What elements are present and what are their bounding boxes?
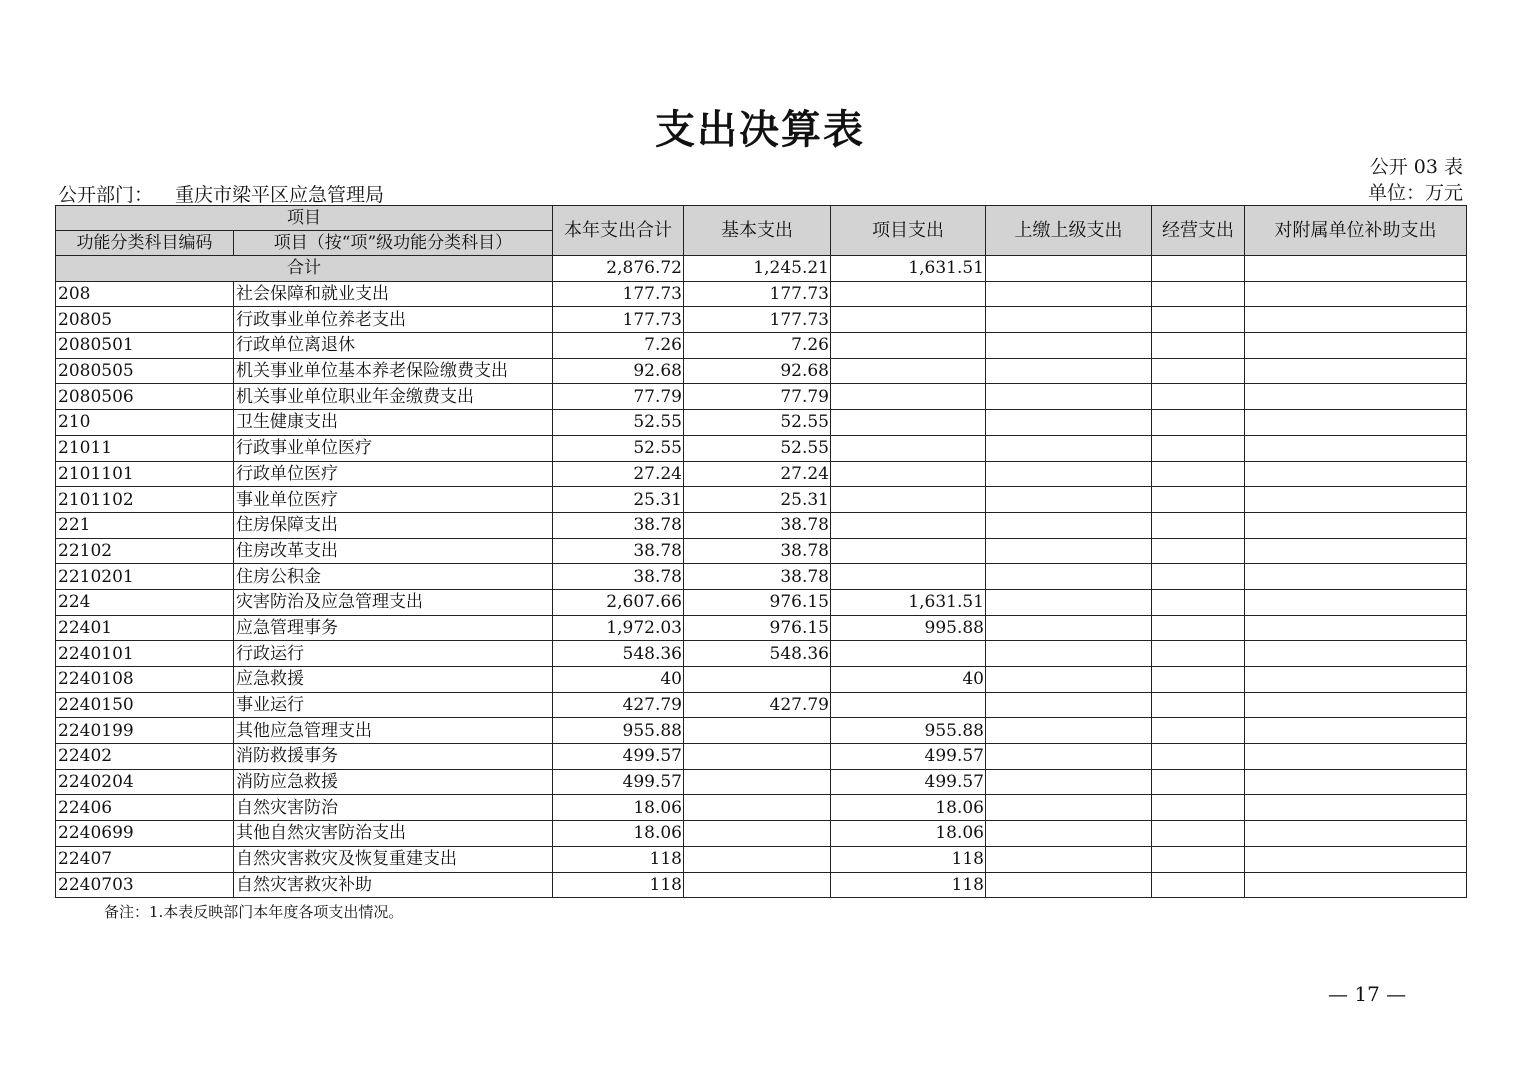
row-value [986,538,1152,564]
row-name: 消防应急救援 [234,769,553,795]
row-value [986,358,1152,384]
row-value [1152,769,1245,795]
row-code: 210 [56,410,234,436]
row-name: 机关事业单位基本养老保险缴费支出 [234,358,553,384]
row-value [986,564,1152,590]
header-col-basic: 基本支出 [684,206,831,256]
row-value [831,333,986,359]
row-value [1152,821,1245,847]
row-name: 事业运行 [234,692,553,718]
table-row [56,744,1467,770]
row-value [831,487,986,513]
row-value [831,692,986,718]
header-col-business: 经营支出 [1152,206,1245,256]
row-value: 7.26 [684,333,831,359]
table-row [56,846,1467,872]
row-value: 40 [553,667,684,693]
row-value: 27.24 [684,461,831,487]
row-value: 18.06 [831,795,986,821]
row-code: 2240204 [56,769,234,795]
department-line [58,180,384,207]
row-value [1152,615,1245,641]
row-code: 22102 [56,538,234,564]
row-value: 1,972.03 [553,615,684,641]
row-value [684,718,831,744]
table-row [56,641,1467,667]
row-value [986,718,1152,744]
row-value: 52.55 [684,435,831,461]
row-value [1245,718,1467,744]
table-row [56,564,1467,590]
row-value: 499.57 [553,744,684,770]
row-name: 机关事业单位职业年金缴费支出 [234,384,553,410]
row-value [684,744,831,770]
total-label: 合计 [56,256,553,282]
row-value: 92.68 [553,358,684,384]
row-value [1152,846,1245,872]
row-value [1245,435,1467,461]
page-title: 支出决算表 [655,107,865,153]
row-name: 行政单位医疗 [234,461,553,487]
row-value: 177.73 [553,281,684,307]
row-value [684,872,831,898]
row-value: 77.79 [684,384,831,410]
table-row [56,435,1467,461]
row-value: 18.06 [553,795,684,821]
row-value: 118 [553,846,684,872]
row-value [1152,744,1245,770]
row-code: 2101101 [56,461,234,487]
row-value [1245,846,1467,872]
row-value [1245,692,1467,718]
row-value: 52.55 [684,410,831,436]
row-value [1245,384,1467,410]
header-item: 项目 [56,206,553,231]
row-code: 2240150 [56,692,234,718]
row-value: 1,631.51 [831,589,986,615]
row-code: 2240199 [56,718,234,744]
row-value: 976.15 [684,589,831,615]
table-row [56,461,1467,487]
row-value: 118 [831,846,986,872]
row-value [986,281,1152,307]
row-value [831,512,986,538]
row-value [1152,307,1245,333]
row-name: 住房保障支出 [234,512,553,538]
row-value: 177.73 [684,307,831,333]
row-value [986,846,1152,872]
row-value [1245,667,1467,693]
row-value: 7.26 [553,333,684,359]
row-value: 499.57 [831,769,986,795]
total-row [56,256,1467,282]
row-code: 2240101 [56,641,234,667]
row-value [1152,641,1245,667]
row-code: 21011 [56,435,234,461]
row-value [986,461,1152,487]
row-value [986,487,1152,513]
row-value: 92.68 [684,358,831,384]
row-value [831,564,986,590]
row-value [1245,872,1467,898]
row-value [1152,281,1245,307]
row-value [986,435,1152,461]
table-row [56,307,1467,333]
row-value [1152,435,1245,461]
row-code: 22401 [56,615,234,641]
row-value: 52.55 [553,435,684,461]
row-value [1245,795,1467,821]
row-value [1245,769,1467,795]
row-value: 38.78 [684,564,831,590]
row-code: 2080505 [56,358,234,384]
row-value: 38.78 [553,538,684,564]
row-value [684,795,831,821]
row-value: 40 [831,667,986,693]
row-value [1152,718,1245,744]
row-name: 住房公积金 [234,564,553,590]
row-value [831,461,986,487]
department-label: 公开部门： [58,184,154,206]
row-value [831,435,986,461]
total-cell: 1,631.51 [831,256,986,282]
row-value: 77.79 [553,384,684,410]
row-value [1152,333,1245,359]
row-value [1245,564,1467,590]
row-value [1152,538,1245,564]
page-number: — 17 — [1328,982,1407,1006]
row-value [684,846,831,872]
row-name: 行政单位离退休 [234,333,553,359]
row-value [1245,744,1467,770]
table-row [56,410,1467,436]
row-value [1245,281,1467,307]
row-value: 18.06 [831,821,986,847]
row-value [831,410,986,436]
row-value [986,384,1152,410]
table-row [56,512,1467,538]
row-value [1152,512,1245,538]
row-value [986,641,1152,667]
row-value [684,821,831,847]
row-value: 38.78 [553,512,684,538]
row-value [1152,487,1245,513]
table-row [56,795,1467,821]
row-value [1152,564,1245,590]
row-value: 27.24 [553,461,684,487]
table-row [56,281,1467,307]
row-value [1245,589,1467,615]
row-value: 499.57 [553,769,684,795]
header-col-subsidy: 对附属单位补助支出 [1245,206,1467,256]
row-value: 177.73 [684,281,831,307]
row-value [1152,589,1245,615]
row-value [684,667,831,693]
row-name: 消防救援事务 [234,744,553,770]
row-value [1245,487,1467,513]
row-value [1245,641,1467,667]
row-name: 应急管理事务 [234,615,553,641]
row-code: 22402 [56,744,234,770]
row-value [1245,538,1467,564]
total-cell [986,256,1152,282]
row-value: 18.06 [553,821,684,847]
row-value: 38.78 [684,538,831,564]
header-name: 项目（按“项”级功能分类科目） [234,231,553,256]
table-row [56,667,1467,693]
row-value: 955.88 [831,718,986,744]
row-value [986,615,1152,641]
expenditure-table [55,205,1467,898]
table-row [56,872,1467,898]
row-code: 221 [56,512,234,538]
table-row [56,589,1467,615]
table-row [56,538,1467,564]
table-row [56,821,1467,847]
table-row [56,358,1467,384]
total-cell: 1,245.21 [684,256,831,282]
row-value [986,667,1152,693]
row-name: 行政运行 [234,641,553,667]
row-code: 22406 [56,795,234,821]
row-value [986,872,1152,898]
row-code: 2080501 [56,333,234,359]
table-row [56,769,1467,795]
row-code: 22407 [56,846,234,872]
row-value [1152,872,1245,898]
total-cell [1152,256,1245,282]
row-code: 20805 [56,307,234,333]
row-value: 52.55 [553,410,684,436]
row-name: 自然灾害救灾及恢复重建支出 [234,846,553,872]
row-value [831,384,986,410]
row-name: 应急救援 [234,667,553,693]
row-value: 38.78 [684,512,831,538]
row-value: 427.79 [553,692,684,718]
row-value [986,333,1152,359]
row-value [986,692,1152,718]
table-row [56,487,1467,513]
row-value [986,410,1152,436]
row-value: 976.15 [684,615,831,641]
row-value [1152,667,1245,693]
row-value [986,744,1152,770]
row-name: 行政事业单位养老支出 [234,307,553,333]
row-name: 自然灾害防治 [234,795,553,821]
row-value [1152,410,1245,436]
row-value: 177.73 [553,307,684,333]
row-code: 2240699 [56,821,234,847]
row-value: 118 [831,872,986,898]
row-value [831,538,986,564]
form-number: 公开 03 表 [1369,156,1463,178]
header-code: 功能分类科目编码 [56,231,234,256]
row-value: 995.88 [831,615,986,641]
row-value [986,769,1152,795]
row-code: 224 [56,589,234,615]
row-value [1152,692,1245,718]
row-value [1245,821,1467,847]
row-value [1245,410,1467,436]
table-row [56,615,1467,641]
row-value: 499.57 [831,744,986,770]
row-value: 548.36 [684,641,831,667]
row-name: 灾害防治及应急管理支出 [234,589,553,615]
row-name: 自然灾害救灾补助 [234,872,553,898]
row-name: 住房改革支出 [234,538,553,564]
row-value [1245,512,1467,538]
row-value [1152,461,1245,487]
row-value: 118 [553,872,684,898]
row-value: 25.31 [684,487,831,513]
row-code: 208 [56,281,234,307]
row-name: 卫生健康支出 [234,410,553,436]
row-value [831,641,986,667]
row-value: 2,607.66 [553,589,684,615]
table-row [56,718,1467,744]
row-name: 事业单位医疗 [234,487,553,513]
row-value [986,821,1152,847]
row-value [831,281,986,307]
total-cell: 2,876.72 [553,256,684,282]
total-cell [1245,256,1467,282]
row-code: 2210201 [56,564,234,590]
header-col-total: 本年支出合计 [553,206,684,256]
header-col-project: 项目支出 [831,206,986,256]
row-code: 2101102 [56,487,234,513]
row-code: 2240703 [56,872,234,898]
row-value: 548.36 [553,641,684,667]
department-name: 重庆市梁平区应急管理局 [175,184,385,206]
row-value: 25.31 [553,487,684,513]
row-name: 其他应急管理支出 [234,718,553,744]
row-name: 行政事业单位医疗 [234,435,553,461]
table-row [56,333,1467,359]
row-value [831,307,986,333]
row-value [986,307,1152,333]
row-value [1245,461,1467,487]
footnote: 备注：1.本表反映部门本年度各项支出情况。 [104,903,404,921]
row-value [1245,307,1467,333]
row-name: 其他自然灾害防治支出 [234,821,553,847]
unit-label: 单位：万元 [1367,182,1463,204]
row-value [831,358,986,384]
row-value [684,769,831,795]
table-row [56,692,1467,718]
row-code: 2080506 [56,384,234,410]
header-col-upper: 上缴上级支出 [986,206,1152,256]
row-value [986,589,1152,615]
row-name: 社会保障和就业支出 [234,281,553,307]
row-value [986,512,1152,538]
row-value [1245,358,1467,384]
row-value [1245,333,1467,359]
table-row [56,384,1467,410]
row-code: 2240108 [56,667,234,693]
row-value [1152,384,1245,410]
row-value: 955.88 [553,718,684,744]
row-value [1152,795,1245,821]
row-value [1245,615,1467,641]
row-value [1152,358,1245,384]
row-value: 427.79 [684,692,831,718]
row-value [986,795,1152,821]
row-value: 38.78 [553,564,684,590]
